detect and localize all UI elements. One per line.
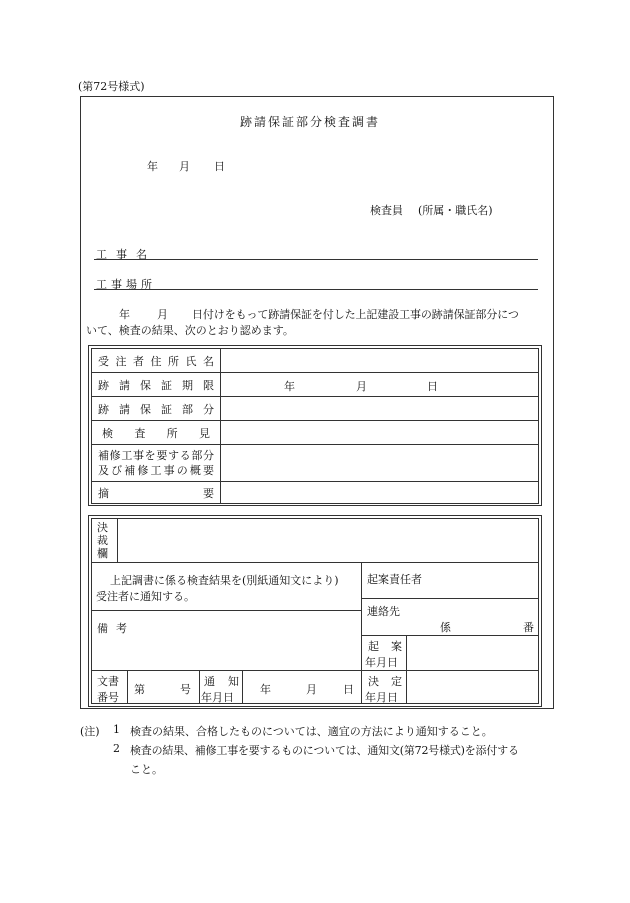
row-period-label: 跡請保証期限 bbox=[92, 373, 221, 397]
period-month: 月 bbox=[356, 380, 367, 393]
repair-label-line1: 補修工事を要する部分 bbox=[98, 449, 214, 462]
drafter-bottom-line bbox=[361, 598, 539, 599]
note2-number: 2 bbox=[113, 742, 120, 755]
note2-line2: こと。 bbox=[130, 763, 163, 776]
decision-label bbox=[97, 521, 108, 560]
decide-date-suffix: 年月日 bbox=[365, 691, 398, 704]
row-contractor-value[interactable] bbox=[221, 349, 539, 373]
inspection-table bbox=[91, 348, 539, 504]
notify-label-divider bbox=[242, 670, 243, 704]
row-findings-label: 検査所見 bbox=[92, 421, 221, 445]
construction-name-line[interactable] bbox=[94, 259, 538, 260]
draft-char2: 案 bbox=[391, 640, 402, 653]
notes-label: (注) bbox=[80, 725, 100, 738]
doc-no-label1: 文書 bbox=[97, 675, 119, 688]
row-warranty-part-label: 跡請保証部分 bbox=[92, 397, 221, 421]
construction-site-line[interactable] bbox=[94, 289, 538, 290]
draft-char1: 起 bbox=[368, 640, 379, 653]
row-contractor-label: 受注者住所氏名 bbox=[92, 349, 221, 373]
drafter-label: 起案責任者 bbox=[367, 573, 422, 586]
notify-char2: 知 bbox=[228, 675, 239, 688]
note1-number: 1 bbox=[113, 723, 120, 736]
page-title: 跡請保証部分検査調書 bbox=[240, 115, 381, 129]
number-label: 番 bbox=[523, 621, 534, 634]
statement-line2: いて、検査の結果、次のとおり認めます。 bbox=[86, 324, 294, 337]
row-repair-value[interactable] bbox=[221, 445, 539, 482]
construction-site-label: 工事場所 bbox=[96, 278, 156, 291]
date-year: 年 bbox=[147, 160, 158, 173]
remarks-label: 備考 bbox=[97, 622, 135, 635]
decide-char1: 決 bbox=[368, 675, 379, 688]
row-summary-value[interactable] bbox=[221, 482, 539, 504]
doc-value-divider bbox=[199, 670, 200, 704]
form-number: (第72号様式) bbox=[78, 80, 145, 93]
notice-line2: 受注者に通知する。 bbox=[96, 590, 195, 603]
row-findings-value[interactable] bbox=[221, 421, 539, 445]
note1-text: 検査の結果、合格したものについては、適宜の方法により通知すること。 bbox=[130, 725, 493, 738]
repair-label-line2: 及び補修工事の概要 bbox=[98, 464, 214, 477]
draft-date-value[interactable] bbox=[407, 636, 538, 669]
construction-name-label: 工事名 bbox=[96, 248, 156, 261]
row-warranty-part-value[interactable] bbox=[221, 397, 539, 421]
doc-no-divider bbox=[127, 670, 128, 704]
doc-no-suffix: 号 bbox=[180, 683, 191, 696]
statement-month: 月 bbox=[157, 308, 168, 321]
decide-char2: 定 bbox=[391, 675, 402, 688]
row-period-value[interactable] bbox=[221, 373, 539, 397]
contact-label: 連絡先 bbox=[367, 605, 400, 618]
remarks-bottom-line bbox=[91, 670, 361, 671]
decision-label-char2: 裁 bbox=[97, 534, 108, 547]
draft-date-suffix: 年月日 bbox=[365, 656, 398, 669]
remarks-area[interactable] bbox=[92, 634, 360, 669]
statement-year: 年 bbox=[119, 308, 130, 321]
decision-label-char1: 決 bbox=[97, 521, 108, 534]
row-summary-label: 摘要 bbox=[92, 482, 221, 504]
inspector-detail: (所属・職氏名) bbox=[418, 204, 493, 217]
right-column-divider bbox=[361, 562, 362, 704]
date-month: 月 bbox=[179, 160, 190, 173]
row-repair-label bbox=[92, 445, 221, 482]
section-label: 係 bbox=[440, 621, 451, 634]
notify-date-suffix: 年月日 bbox=[201, 691, 234, 704]
date-day: 日 bbox=[214, 160, 225, 173]
period-year: 年 bbox=[284, 380, 295, 393]
notice-bottom-line bbox=[91, 610, 361, 611]
notify-char1: 通 bbox=[204, 675, 215, 688]
notify-year: 年 bbox=[260, 683, 271, 696]
decision-bottom-line bbox=[91, 562, 539, 563]
decide-date-value[interactable] bbox=[407, 671, 538, 703]
notify-day: 日 bbox=[343, 683, 354, 696]
inspector-label: 検査員 bbox=[370, 204, 403, 217]
decision-area[interactable] bbox=[118, 519, 538, 561]
doc-no-label2: 番号 bbox=[97, 691, 119, 704]
note2-line1: 検査の結果、補修工事を要するものについては、通知文(第72号様式)を添付する bbox=[130, 744, 519, 757]
decision-label-char3: 欄 bbox=[97, 547, 108, 560]
notice-line1: 上記調書に係る検査結果を(別紙通知文により) bbox=[110, 574, 339, 587]
notify-month: 月 bbox=[306, 683, 317, 696]
statement-line1: 日付けをもって跡請保証を付した上記建設工事の跡請保証部分につ bbox=[192, 308, 519, 321]
doc-no-prefix: 第 bbox=[134, 683, 145, 696]
period-day: 日 bbox=[427, 380, 438, 393]
